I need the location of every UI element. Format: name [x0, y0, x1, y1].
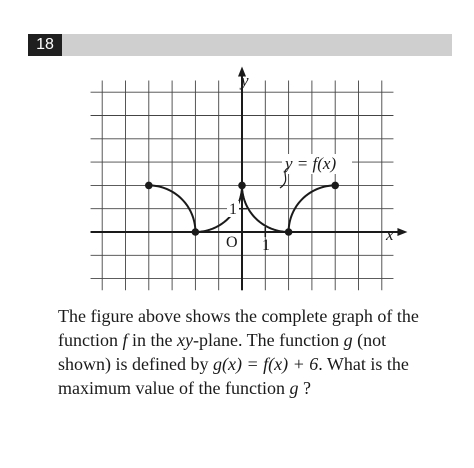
axes [91, 67, 408, 291]
prompt-line-1: The figure above shows the complete graph of the [58, 306, 419, 326]
prompt-text: (not [352, 330, 387, 350]
function-f-symbol: f [122, 330, 128, 350]
xy-symbol: xy [177, 330, 193, 350]
prompt-line-2 [58, 328, 448, 352]
y-tick-label: 1 [229, 201, 237, 218]
curve-label: y = f(x) [285, 154, 337, 173]
definition-expression: g(x) = f(x) + 6 [212, 354, 319, 374]
prompt-text: ? [298, 378, 311, 398]
curve-point [192, 228, 200, 236]
function-g-symbol: g [289, 378, 299, 398]
function-g-symbol: g [343, 330, 353, 350]
curve-point [285, 228, 293, 236]
curve-point [238, 182, 246, 190]
prompt-text: shown) is defined by [58, 354, 213, 374]
prompt-text: . What is the [318, 354, 409, 374]
x-axis-label: x [386, 225, 394, 244]
prompt-text: function [58, 330, 123, 350]
x-axis-arrow [397, 228, 407, 236]
prompt-text: in the [127, 330, 178, 350]
prompt-line-3 [58, 352, 448, 376]
question-number: 18 [28, 34, 62, 56]
curve-point [331, 182, 339, 190]
prompt-text: -plane. The function [193, 330, 344, 350]
curve-point [145, 182, 153, 190]
prompt-line-4 [58, 376, 448, 400]
origin-label: O [226, 234, 238, 251]
prompt-text: maximum value of the function [58, 378, 290, 398]
y-axis-label: y [241, 71, 249, 90]
x-tick-label: 1 [262, 237, 270, 254]
question-prompt [58, 304, 448, 400]
